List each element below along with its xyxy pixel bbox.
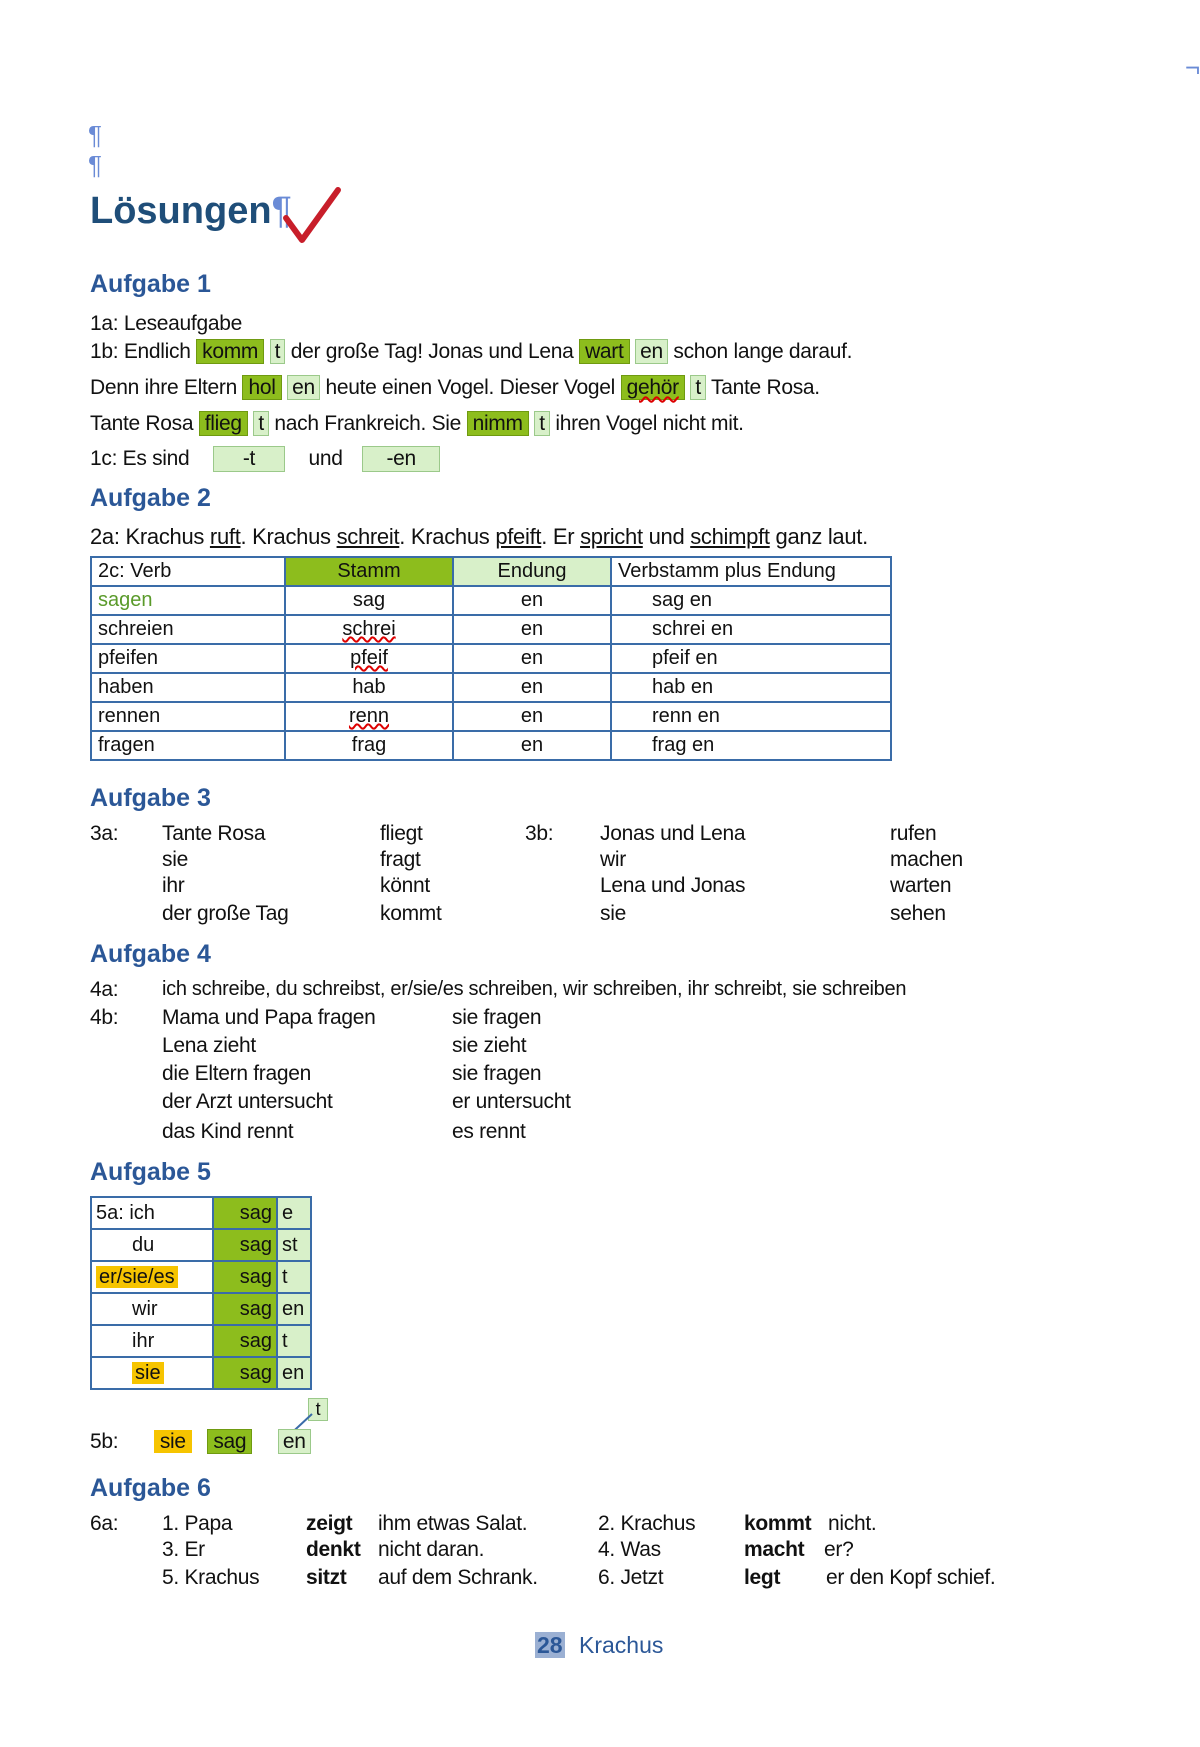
list-item: kommt	[380, 902, 442, 925]
answer-5b: 5b: sie sag en	[90, 1430, 311, 1454]
list-item: sie	[600, 902, 626, 925]
verb-bold: macht	[744, 1538, 805, 1561]
verb-table	[90, 556, 892, 761]
list-item: 6. Jetzt	[598, 1566, 664, 1589]
label-3b: 3b:	[525, 822, 554, 845]
page-number: 28	[537, 1632, 563, 1658]
section-heading-4: Aufgabe 4	[90, 940, 211, 968]
list-item: 1. Papa	[162, 1512, 233, 1535]
list-item: warten	[890, 874, 952, 897]
answer-1a: 1a: Leseaufgabe	[90, 312, 242, 335]
footer-title: Krachus	[578, 1632, 664, 1658]
table-row: haben hab en hab en	[91, 673, 891, 702]
list-item: wir	[600, 848, 626, 871]
label-4a: 4a:	[90, 978, 119, 1001]
list-item: fragt	[380, 848, 421, 871]
answer-1b-line1: 1b: Endlich komm t der große Tag! Jonas und Lena wart en schon lange darauf.	[90, 340, 853, 363]
table-row: 5a: ich sag e	[91, 1197, 311, 1229]
section-heading-6: Aufgabe 6	[90, 1474, 211, 1502]
table-row: er/sie/es sag t	[91, 1261, 311, 1293]
list-item: ihr	[162, 874, 185, 897]
list-item: sie fragen	[452, 1062, 542, 1085]
list-item: 3. Er	[162, 1538, 205, 1561]
label-6a: 6a:	[90, 1512, 119, 1535]
section-heading-2: Aufgabe 2	[90, 484, 211, 512]
page-margin-mark: ¬	[1185, 52, 1200, 82]
verb-bold: denkt	[306, 1538, 361, 1561]
list-item: sie	[162, 848, 188, 871]
table-row: ihr sag t	[91, 1325, 311, 1357]
list-item: 5. Krachus	[162, 1566, 260, 1589]
header-verbstamm-endung: Verbstamm plus Endung	[611, 557, 891, 586]
list-item: fliegt	[380, 822, 423, 845]
verb-bold: sitzt	[306, 1566, 347, 1589]
table-row: fragen frag en frag en	[91, 731, 891, 760]
list-item: er untersucht	[452, 1090, 571, 1113]
list-item: er den Kopf schief.	[826, 1566, 996, 1589]
label-3a: 3a:	[90, 822, 119, 845]
pilcrow-mark: ¶	[88, 150, 102, 180]
list-item: sie fragen	[452, 1006, 542, 1029]
table-row: schreien schrei en schrei en	[91, 615, 891, 644]
pilcrow-mark: ¶	[88, 120, 102, 150]
table-row: sie sag en	[91, 1357, 311, 1389]
list-item: sie zieht	[452, 1034, 527, 1057]
conjugation-table	[90, 1196, 312, 1390]
list-item: rufen	[890, 822, 937, 845]
list-item: es rennt	[452, 1120, 526, 1143]
list-item: Lena zieht	[162, 1034, 256, 1057]
answer-2a: 2a: Krachus ruft. Krachus schreit. Krachus pfeift. Er spricht und schimpft ganz laut.	[90, 524, 868, 549]
answer-1b-line2: Denn ihre Eltern hol en heute einen Vogel. Dieser Vogel gehör t Tante Rosa.	[90, 376, 820, 399]
list-item: sehen	[890, 902, 946, 925]
answer-1c: 1c: Es sind -t und -en	[90, 446, 440, 472]
list-item: nicht daran.	[378, 1538, 485, 1561]
list-item: die Eltern fragen	[162, 1062, 311, 1085]
header-verb: 2c: Verb	[91, 557, 285, 586]
verb-bold: legt	[744, 1566, 781, 1589]
label-4b: 4b:	[90, 1006, 119, 1029]
answer-4a: ich schreibe, du schreibst, er/sie/es schreiben, wir schreiben, ihr schreibt, sie schreiben	[162, 978, 907, 1000]
page-footer	[535, 1632, 663, 1659]
answer-5b-top: t	[308, 1398, 328, 1421]
list-item: nicht.	[828, 1512, 877, 1535]
table-row: sagen sag en sag en	[91, 586, 891, 615]
table-row: du sag st	[91, 1229, 311, 1261]
table-header-row	[91, 557, 891, 586]
verb-bold: zeigt	[306, 1512, 353, 1535]
list-item: machen	[890, 848, 963, 871]
list-item: könnt	[380, 874, 430, 897]
list-item: der Arzt untersucht	[162, 1090, 333, 1113]
header-endung: Endung	[453, 557, 611, 586]
list-item: der große Tag	[162, 902, 289, 925]
list-item: Lena und Jonas	[600, 874, 746, 897]
table-row: wir sag en	[91, 1293, 311, 1325]
list-item: das Kind rennt	[162, 1120, 294, 1143]
list-item: Tante Rosa	[162, 822, 266, 845]
list-item: 4. Was	[598, 1538, 661, 1561]
list-item: er?	[824, 1538, 854, 1561]
list-item: 2. Krachus	[598, 1512, 696, 1535]
list-item: ihm etwas Salat.	[378, 1512, 528, 1535]
checkmark-icon	[282, 186, 342, 246]
section-heading-1: Aufgabe 1	[90, 270, 211, 298]
list-item: Jonas und Lena	[600, 822, 746, 845]
answer-1b-line3: Tante Rosa flieg t nach Frankreich. Sie nimm t ihren Vogel nicht mit.	[90, 412, 744, 435]
section-heading-5: Aufgabe 5	[90, 1158, 211, 1186]
list-item: Mama und Papa fragen	[162, 1006, 376, 1029]
table-row: rennen renn en renn en	[91, 702, 891, 731]
list-item: auf dem Schrank.	[378, 1566, 538, 1589]
section-heading-3: Aufgabe 3	[90, 784, 211, 812]
page-title: Lösungen¶	[90, 190, 292, 232]
table-row: pfeifen pfeif en pfeif en	[91, 644, 891, 673]
verb-bold: kommt	[744, 1512, 812, 1535]
header-stamm: Stamm	[285, 557, 453, 586]
